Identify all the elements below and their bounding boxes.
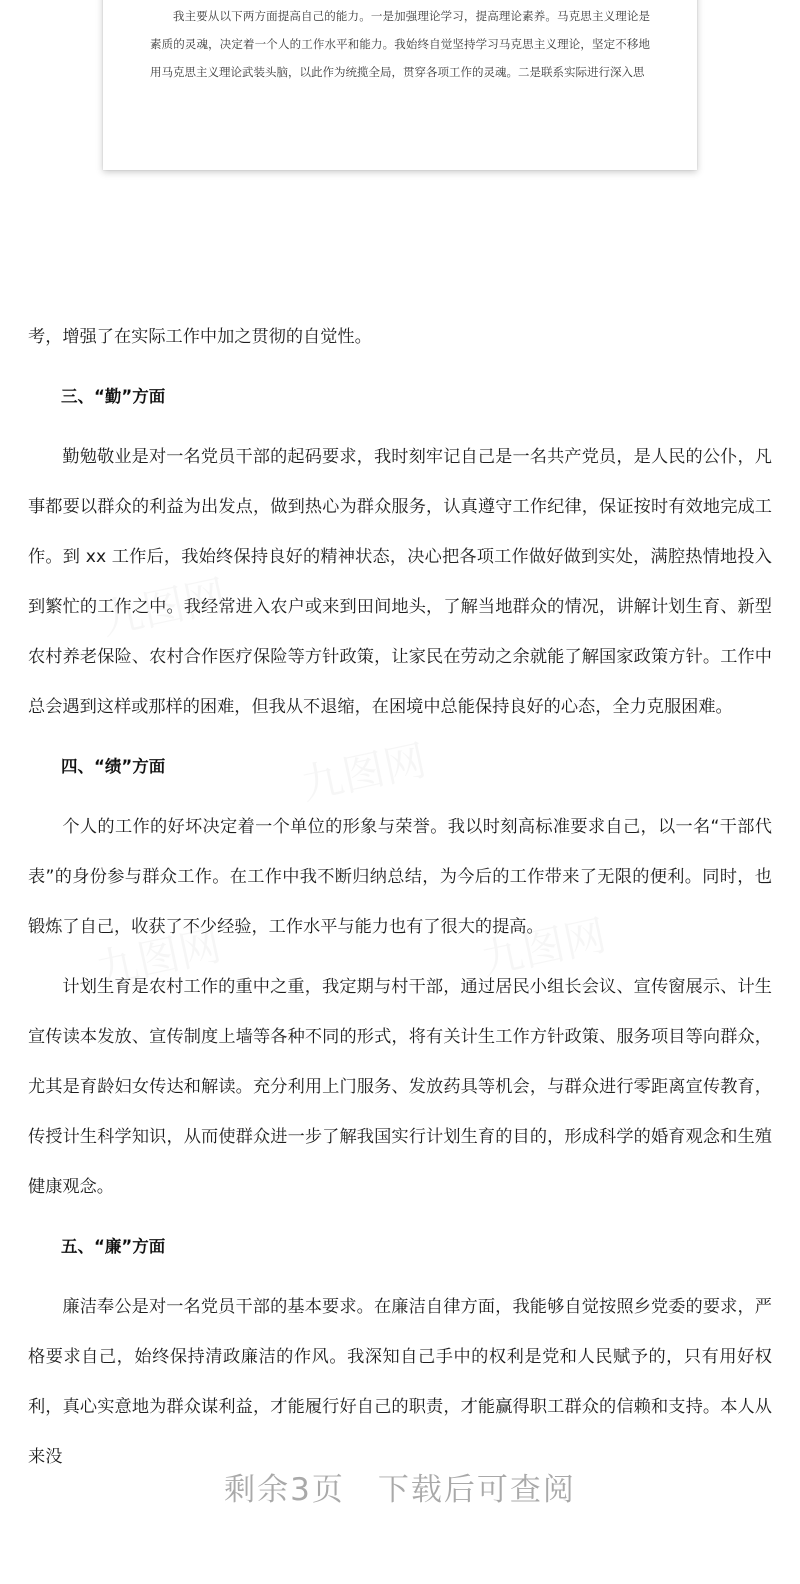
watermark-text: 九图网 (476, 910, 611, 985)
watermark-text: 九图网 (96, 570, 231, 645)
section-heading: 五、“廉”方面 (61, 1237, 166, 1256)
previous-page-text: 我主要从以下两方面提高自己的能力。一是加强理论学习，提高理论素养。马克思主义理论是素质的灵魂，决定着一个人的工作水平和能力。我始终自觉坚持学习马克思主义理论，坚定不移地用马克思主义理论武装头脑，以此作为统揽全局，贯穿各项工作的灵魂。二是联系实际进行深入思 (150, 9, 650, 79)
watermark-text: 九图网 (296, 735, 431, 810)
remaining-pages-notice: 剩余3页 下载后可查阅 (224, 1472, 576, 1508)
section-heading: 三、“勤”方面 (61, 387, 166, 406)
document-paragraph: 考，增强了在实际工作中加之贯彻的自觉性。 (28, 327, 372, 347)
previous-page-card (103, 0, 697, 170)
section-heading: 四、“绩”方面 (61, 757, 166, 776)
document-body (28, 312, 772, 1492)
document-paragraph: 勤勉敬业是对一名党员干部的起码要求，我时刻牢记自己是一名共产党员，是人民的公仆，凡事都要以群众的利益为出发点，做到热心为群众服务，认真遵守工作纪律，保证按时有效地完成工作。到 xx 工作后，我始终保持良好的精神状态，决心把各项工作做好做到实处，满腔热情地投入到繁忙的工作之中。我经常进入农户或来到田间地头，了解当地群众的情况，讲解计划生育、新型农村养老保险、农村合作医疗保险等方针政策，让家民在劳动之余就能了解国家政策方针。工作中总会遇到这样或那样的困难，但我从不退缩，在困境中总能保持良好的心态，全力克服困难。 (28, 447, 772, 717)
document-paragraph: 计划生育是农村工作的重中之重，我定期与村干部，通过居民小组长会议、宣传窗展示、计生宣传读本发放、宣传制度上墙等各种不同的形式，将有关计生工作方针政策、服务项目等向群众，尤其是育龄妇女传达和解读。充分利用上门服务、发放药具等机会，与群众进行零距离宣传教育，传授计生科学知识，从而使群众进一步了解我国实行计划生育的目的，形成科学的婚育观念和生殖健康观念。 (28, 977, 772, 1197)
watermark-text: 九图网 (91, 920, 226, 995)
document-paragraph: 个人的工作的好坏决定着一个单位的形象与荣誉。我以时刻高标准要求自己，以一名“干部代表”的身份参与群众工作。在工作中我不断归纳总结，为今后的工作带来了无限的便利。同时，也锻炼了自己，收获了不少经验，工作水平与能力也有了很大的提高。 (28, 817, 772, 937)
document-paragraph: 廉洁奉公是对一名党员干部的基本要求。在廉洁自律方面，我能够自觉按照乡党委的要求，严格要求自己，始终保持清政廉洁的作风。我深知自己手中的权利是党和人民赋予的，只有用好权利，真心实意地为群众谋利益，才能履行好自己的职责，才能赢得职工群众的信赖和支持。本人从来没 (28, 1297, 772, 1467)
